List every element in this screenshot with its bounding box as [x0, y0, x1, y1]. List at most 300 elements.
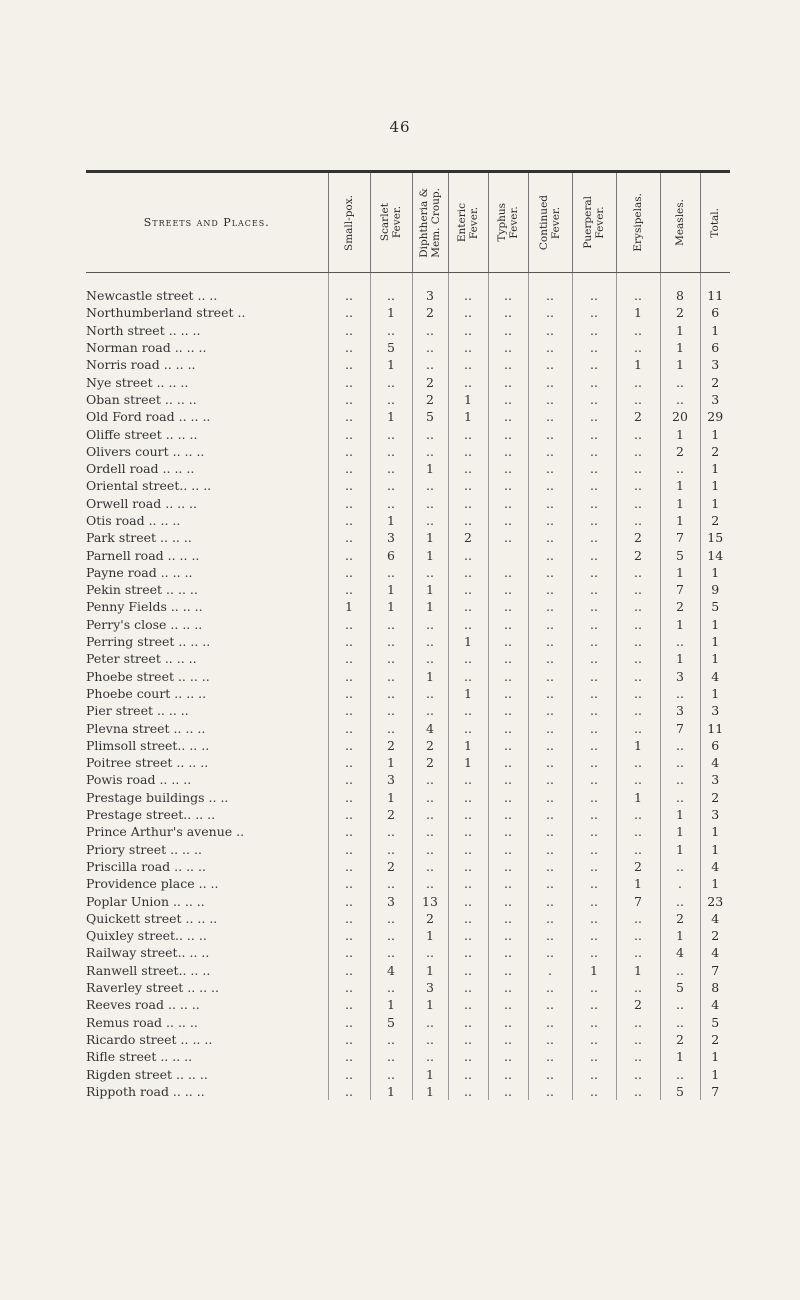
count-cell: ..: [572, 546, 616, 563]
count-cell: 5: [412, 408, 448, 425]
place-name: Orwell road .. .. ..: [86, 495, 198, 511]
count-cell: ..: [572, 529, 616, 546]
count-cell: ..: [616, 425, 660, 442]
count-cell: ..: [448, 719, 488, 736]
count-cell: ..: [448, 477, 488, 494]
count-cell: ..: [528, 996, 572, 1013]
count-cell: ..: [572, 979, 616, 996]
count-cell: ..: [448, 322, 488, 339]
total-cell: 1: [700, 685, 730, 702]
count-cell: ..: [528, 789, 572, 806]
count-cell: ..: [448, 927, 488, 944]
count-cell: ..: [616, 650, 660, 667]
count-cell: ..: [572, 789, 616, 806]
count-cell: ..: [528, 529, 572, 546]
count-cell: ..: [448, 564, 488, 581]
count-cell: ..: [370, 823, 412, 840]
count-cell: ..: [328, 892, 370, 909]
count-cell: ..: [488, 841, 528, 858]
count-cell: ..: [572, 823, 616, 840]
count-cell: ..: [616, 443, 660, 460]
count-cell: ..: [488, 1031, 528, 1048]
count-cell: 3: [370, 529, 412, 546]
count-cell: ..: [328, 512, 370, 529]
count-cell: ..: [488, 529, 528, 546]
count-cell: 2: [616, 408, 660, 425]
count-cell: ..: [370, 685, 412, 702]
count-cell: ..: [412, 564, 448, 581]
count-cell: ..: [448, 771, 488, 788]
table-row: [86, 356, 730, 373]
count-cell: ..: [448, 650, 488, 667]
count-cell: 1: [660, 512, 700, 529]
count-cell: ..: [572, 910, 616, 927]
count-cell: ..: [660, 1013, 700, 1030]
total-cell: 6: [700, 737, 730, 754]
count-cell: ..: [370, 944, 412, 961]
count-cell: ..: [370, 616, 412, 633]
count-cell: ..: [528, 495, 572, 512]
count-cell: ..: [488, 408, 528, 425]
count-cell: 3: [660, 668, 700, 685]
header-enteric-fever: Enteric Fever.: [448, 173, 488, 273]
total-cell: 14: [700, 546, 730, 563]
count-cell: ..: [412, 339, 448, 356]
count-cell: ..: [328, 356, 370, 373]
count-cell: ..: [572, 668, 616, 685]
table-row: [86, 1048, 730, 1065]
place-name: Prestage street.. .. ..: [86, 807, 216, 823]
count-cell: ..: [328, 719, 370, 736]
count-cell: ..: [572, 598, 616, 615]
table-row: [86, 841, 730, 858]
total-cell: 1: [700, 650, 730, 667]
count-cell: ..: [328, 771, 370, 788]
count-cell: ..: [328, 391, 370, 408]
place-name: Providence place .. ..: [86, 876, 219, 892]
count-cell: ..: [328, 322, 370, 339]
count-cell: ..: [328, 841, 370, 858]
count-cell: ..: [488, 823, 528, 840]
count-cell: 4: [370, 962, 412, 979]
total-cell: 6: [700, 339, 730, 356]
header-row: [86, 173, 730, 273]
table-row: [86, 512, 730, 529]
table-row: [86, 322, 730, 339]
count-cell: ..: [370, 1065, 412, 1082]
count-cell: ..: [528, 339, 572, 356]
count-cell: ..: [528, 650, 572, 667]
place-name: Pier street .. .. ..: [86, 703, 189, 719]
count-cell: ..: [328, 529, 370, 546]
count-cell: ..: [448, 668, 488, 685]
count-cell: 13: [412, 892, 448, 909]
total-cell: 3: [700, 391, 730, 408]
total-cell: 2: [700, 927, 730, 944]
count-cell: 3: [412, 273, 448, 305]
count-cell: 1: [448, 391, 488, 408]
count-cell: ..: [370, 477, 412, 494]
count-cell: ..: [528, 408, 572, 425]
count-cell: 1: [660, 425, 700, 442]
count-cell: ..: [528, 719, 572, 736]
count-cell: 1: [448, 754, 488, 771]
count-cell: ..: [328, 962, 370, 979]
total-cell: 7: [700, 962, 730, 979]
table-row: [86, 702, 730, 719]
count-cell: ..: [616, 910, 660, 927]
count-cell: 2: [370, 737, 412, 754]
count-cell: ..: [488, 273, 528, 305]
count-cell: .: [660, 875, 700, 892]
count-cell: ..: [572, 875, 616, 892]
count-cell: ..: [660, 754, 700, 771]
count-cell: ..: [370, 633, 412, 650]
count-cell: ..: [488, 685, 528, 702]
count-cell: ..: [328, 1048, 370, 1065]
total-cell: 11: [700, 719, 730, 736]
count-cell: ..: [412, 425, 448, 442]
count-cell: ..: [370, 719, 412, 736]
page-number: 46: [389, 118, 411, 136]
count-cell: ..: [328, 304, 370, 321]
count-cell: ..: [448, 616, 488, 633]
count-cell: ..: [572, 858, 616, 875]
count-cell: ..: [328, 373, 370, 390]
count-cell: ..: [412, 789, 448, 806]
count-cell: ..: [488, 460, 528, 477]
count-cell: ..: [572, 927, 616, 944]
total-cell: 4: [700, 668, 730, 685]
count-cell: 2: [370, 806, 412, 823]
count-cell: ..: [528, 443, 572, 460]
count-cell: ..: [572, 391, 616, 408]
count-cell: ..: [448, 702, 488, 719]
count-cell: ..: [448, 356, 488, 373]
table-row: [86, 1031, 730, 1048]
count-cell: ..: [528, 1083, 572, 1100]
header-places: Streets and Places.: [86, 173, 328, 273]
table-row: [86, 425, 730, 442]
place-name: Otis road .. .. ..: [86, 513, 181, 528]
count-cell: 1: [660, 806, 700, 823]
count-cell: ..: [370, 650, 412, 667]
count-cell: ..: [572, 650, 616, 667]
count-cell: ..: [328, 1031, 370, 1048]
count-cell: ..: [616, 339, 660, 356]
total-cell: 4: [700, 858, 730, 875]
table-row: [86, 477, 730, 494]
place-name: Nye street .. .. ..: [86, 374, 189, 390]
count-cell: ..: [412, 650, 448, 667]
count-cell: ..: [616, 771, 660, 788]
count-cell: ..: [370, 273, 412, 305]
table-row: [86, 598, 730, 615]
count-cell: ..: [572, 1031, 616, 1048]
count-cell: 1: [660, 616, 700, 633]
count-cell: ..: [328, 944, 370, 961]
header-smallpox: Small-pox.: [328, 173, 370, 273]
header-measles: Measles.: [660, 173, 700, 273]
count-cell: ..: [370, 927, 412, 944]
count-cell: ..: [528, 512, 572, 529]
count-cell: ..: [328, 875, 370, 892]
table-row: [86, 719, 730, 736]
total-cell: 5: [700, 1013, 730, 1030]
total-cell: 1: [700, 1048, 730, 1065]
total-cell: 3: [700, 356, 730, 373]
count-cell: ..: [572, 702, 616, 719]
count-cell: ..: [370, 564, 412, 581]
count-cell: ..: [488, 598, 528, 615]
count-cell: ..: [328, 546, 370, 563]
total-cell: 2: [700, 443, 730, 460]
table-row: [86, 546, 730, 563]
count-cell: ..: [488, 806, 528, 823]
count-cell: 1: [448, 685, 488, 702]
count-cell: 4: [660, 944, 700, 961]
count-cell: ..: [572, 322, 616, 339]
count-cell: ..: [616, 668, 660, 685]
total-cell: 7: [700, 1083, 730, 1100]
table-row: [86, 737, 730, 754]
table-row: [86, 927, 730, 944]
count-cell: ..: [328, 996, 370, 1013]
count-cell: ..: [488, 304, 528, 321]
count-cell: ..: [488, 356, 528, 373]
place-name: Ricardo street .. .. ..: [86, 1031, 213, 1047]
count-cell: 5: [660, 546, 700, 563]
table-row: [86, 875, 730, 892]
count-cell: ..: [412, 685, 448, 702]
place-name: Perry's close .. .. ..: [86, 616, 203, 632]
count-cell: ..: [328, 564, 370, 581]
count-cell: ..: [412, 443, 448, 460]
count-cell: ..: [412, 1013, 448, 1030]
count-cell: ..: [572, 996, 616, 1013]
count-cell: ..: [528, 910, 572, 927]
count-cell: ..: [488, 425, 528, 442]
table-row: [86, 616, 730, 633]
table-row: [86, 408, 730, 425]
total-cell: 1: [700, 616, 730, 633]
count-cell: ..: [616, 1013, 660, 1030]
count-cell: 2: [412, 373, 448, 390]
count-cell: ..: [572, 841, 616, 858]
count-cell: ..: [328, 737, 370, 754]
count-cell: 7: [660, 719, 700, 736]
place-name: Raverley street .. .. ..: [86, 980, 220, 996]
count-cell: ..: [528, 373, 572, 390]
count-cell: 1: [412, 546, 448, 563]
table-row: [86, 789, 730, 806]
count-cell: ..: [370, 425, 412, 442]
count-cell: ..: [328, 616, 370, 633]
count-cell: ..: [328, 339, 370, 356]
place-name: Remus road .. .. ..: [86, 1014, 198, 1030]
count-cell: ..: [616, 512, 660, 529]
count-cell: ..: [572, 719, 616, 736]
table-row: [86, 339, 730, 356]
count-cell: 2: [412, 737, 448, 754]
count-cell: ..: [488, 719, 528, 736]
count-cell: ..: [528, 1013, 572, 1030]
place-name: Penny Fields .. .. ..: [86, 599, 203, 615]
count-cell: ..: [488, 581, 528, 598]
count-cell: ..: [572, 633, 616, 650]
count-cell: ..: [528, 685, 572, 702]
count-cell: ..: [328, 1013, 370, 1030]
count-cell: ..: [572, 581, 616, 598]
count-cell: ..: [572, 477, 616, 494]
count-cell: ..: [528, 1065, 572, 1082]
count-cell: 2: [616, 858, 660, 875]
count-cell: ..: [616, 927, 660, 944]
count-cell: ..: [412, 771, 448, 788]
place-name: Phoebe street .. .. ..: [86, 668, 210, 684]
count-cell: ..: [448, 598, 488, 615]
place-name: Northumberland street ..: [86, 305, 246, 321]
count-cell: ..: [616, 1031, 660, 1048]
place-name: Payne road .. .. ..: [86, 564, 193, 580]
count-cell: ..: [370, 979, 412, 996]
total-cell: 29: [700, 408, 730, 425]
count-cell: ..: [328, 408, 370, 425]
count-cell: ..: [448, 1048, 488, 1065]
count-cell: ..: [448, 339, 488, 356]
count-cell: ..: [412, 512, 448, 529]
count-cell: ..: [448, 996, 488, 1013]
total-cell: 1: [700, 875, 730, 892]
table-row: [86, 892, 730, 909]
count-cell: ..: [412, 841, 448, 858]
count-cell: ..: [616, 391, 660, 408]
count-cell: ..: [412, 858, 448, 875]
count-cell: ..: [616, 823, 660, 840]
header-scarlet-fever: Scarlet Fever.: [370, 173, 412, 273]
count-cell: ..: [328, 979, 370, 996]
count-cell: ..: [412, 322, 448, 339]
count-cell: ..: [572, 273, 616, 305]
count-cell: ..: [488, 962, 528, 979]
place-name: Priscilla road .. .. ..: [86, 858, 206, 874]
total-cell: 1: [700, 564, 730, 581]
count-cell: 1: [412, 529, 448, 546]
count-cell: 1: [412, 581, 448, 598]
count-cell: ..: [328, 460, 370, 477]
count-cell: 4: [412, 719, 448, 736]
place-name: Oban street .. .. ..: [86, 391, 197, 407]
header-continued-fever: Continued Fever.: [528, 173, 572, 273]
count-cell: ..: [448, 979, 488, 996]
count-cell: 1: [616, 304, 660, 321]
count-cell: ..: [616, 477, 660, 494]
count-cell: 1: [412, 460, 448, 477]
count-cell: 2: [660, 598, 700, 615]
place-name: Reeves road .. .. ..: [86, 997, 200, 1013]
count-cell: ..: [448, 789, 488, 806]
place-name: North street .. .. ..: [86, 322, 201, 338]
count-cell: 1: [660, 841, 700, 858]
count-cell: 7: [660, 529, 700, 546]
count-cell: ..: [616, 273, 660, 305]
count-cell: ..: [528, 841, 572, 858]
table-row: [86, 460, 730, 477]
count-cell: ..: [616, 702, 660, 719]
count-cell: ..: [328, 823, 370, 840]
place-name: Poitree street .. .. ..: [86, 755, 209, 771]
count-cell: ..: [328, 443, 370, 460]
count-cell: ..: [328, 789, 370, 806]
count-cell: ..: [328, 754, 370, 771]
count-cell: ..: [616, 373, 660, 390]
count-cell: 1: [660, 322, 700, 339]
total-cell: 15: [700, 529, 730, 546]
count-cell: 2: [448, 529, 488, 546]
count-cell: ..: [616, 581, 660, 598]
table-row: [86, 996, 730, 1013]
table-body: [86, 273, 730, 1100]
count-cell: ..: [660, 685, 700, 702]
count-cell: ..: [572, 564, 616, 581]
count-cell: ..: [660, 892, 700, 909]
count-cell: ..: [448, 944, 488, 961]
count-cell: ..: [412, 1031, 448, 1048]
count-cell: ..: [488, 979, 528, 996]
count-cell: ..: [448, 460, 488, 477]
table-row: [86, 443, 730, 460]
count-cell: ..: [328, 685, 370, 702]
place-name: Oliffe street .. .. ..: [86, 426, 198, 442]
count-cell: ..: [572, 944, 616, 961]
count-cell: ..: [488, 616, 528, 633]
count-cell: ..: [528, 771, 572, 788]
count-cell: ..: [328, 425, 370, 442]
count-cell: ..: [488, 633, 528, 650]
total-cell: 1: [700, 823, 730, 840]
count-cell: 1: [448, 633, 488, 650]
place-name: Phoebe court .. .. ..: [86, 685, 207, 701]
count-cell: ..: [370, 322, 412, 339]
count-cell: ..: [528, 356, 572, 373]
count-cell: ..: [448, 1013, 488, 1030]
place-name: Rippoth road .. .. ..: [86, 1083, 205, 1099]
count-cell: ..: [616, 495, 660, 512]
count-cell: ..: [616, 754, 660, 771]
total-cell: 9: [700, 581, 730, 598]
count-cell: ..: [528, 823, 572, 840]
count-cell: ..: [328, 1083, 370, 1100]
count-cell: ..: [528, 322, 572, 339]
count-cell: 1: [412, 1083, 448, 1100]
count-cell: ..: [448, 304, 488, 321]
total-cell: 2: [700, 1031, 730, 1048]
place-name: Oriental street.. .. ..: [86, 478, 212, 494]
count-cell: 2: [412, 304, 448, 321]
total-cell: 4: [700, 754, 730, 771]
place-name: Quickett street .. .. ..: [86, 910, 218, 926]
count-cell: ..: [572, 512, 616, 529]
count-cell: 1: [370, 996, 412, 1013]
place-name: Prestage buildings .. ..: [86, 789, 229, 805]
count-cell: ..: [370, 910, 412, 927]
count-cell: ..: [448, 806, 488, 823]
table-row: [86, 962, 730, 979]
count-cell: ..: [328, 910, 370, 927]
count-cell: ..: [488, 564, 528, 581]
place-name: Plimsoll street.. .. ..: [86, 737, 210, 753]
count-cell: 1: [412, 962, 448, 979]
